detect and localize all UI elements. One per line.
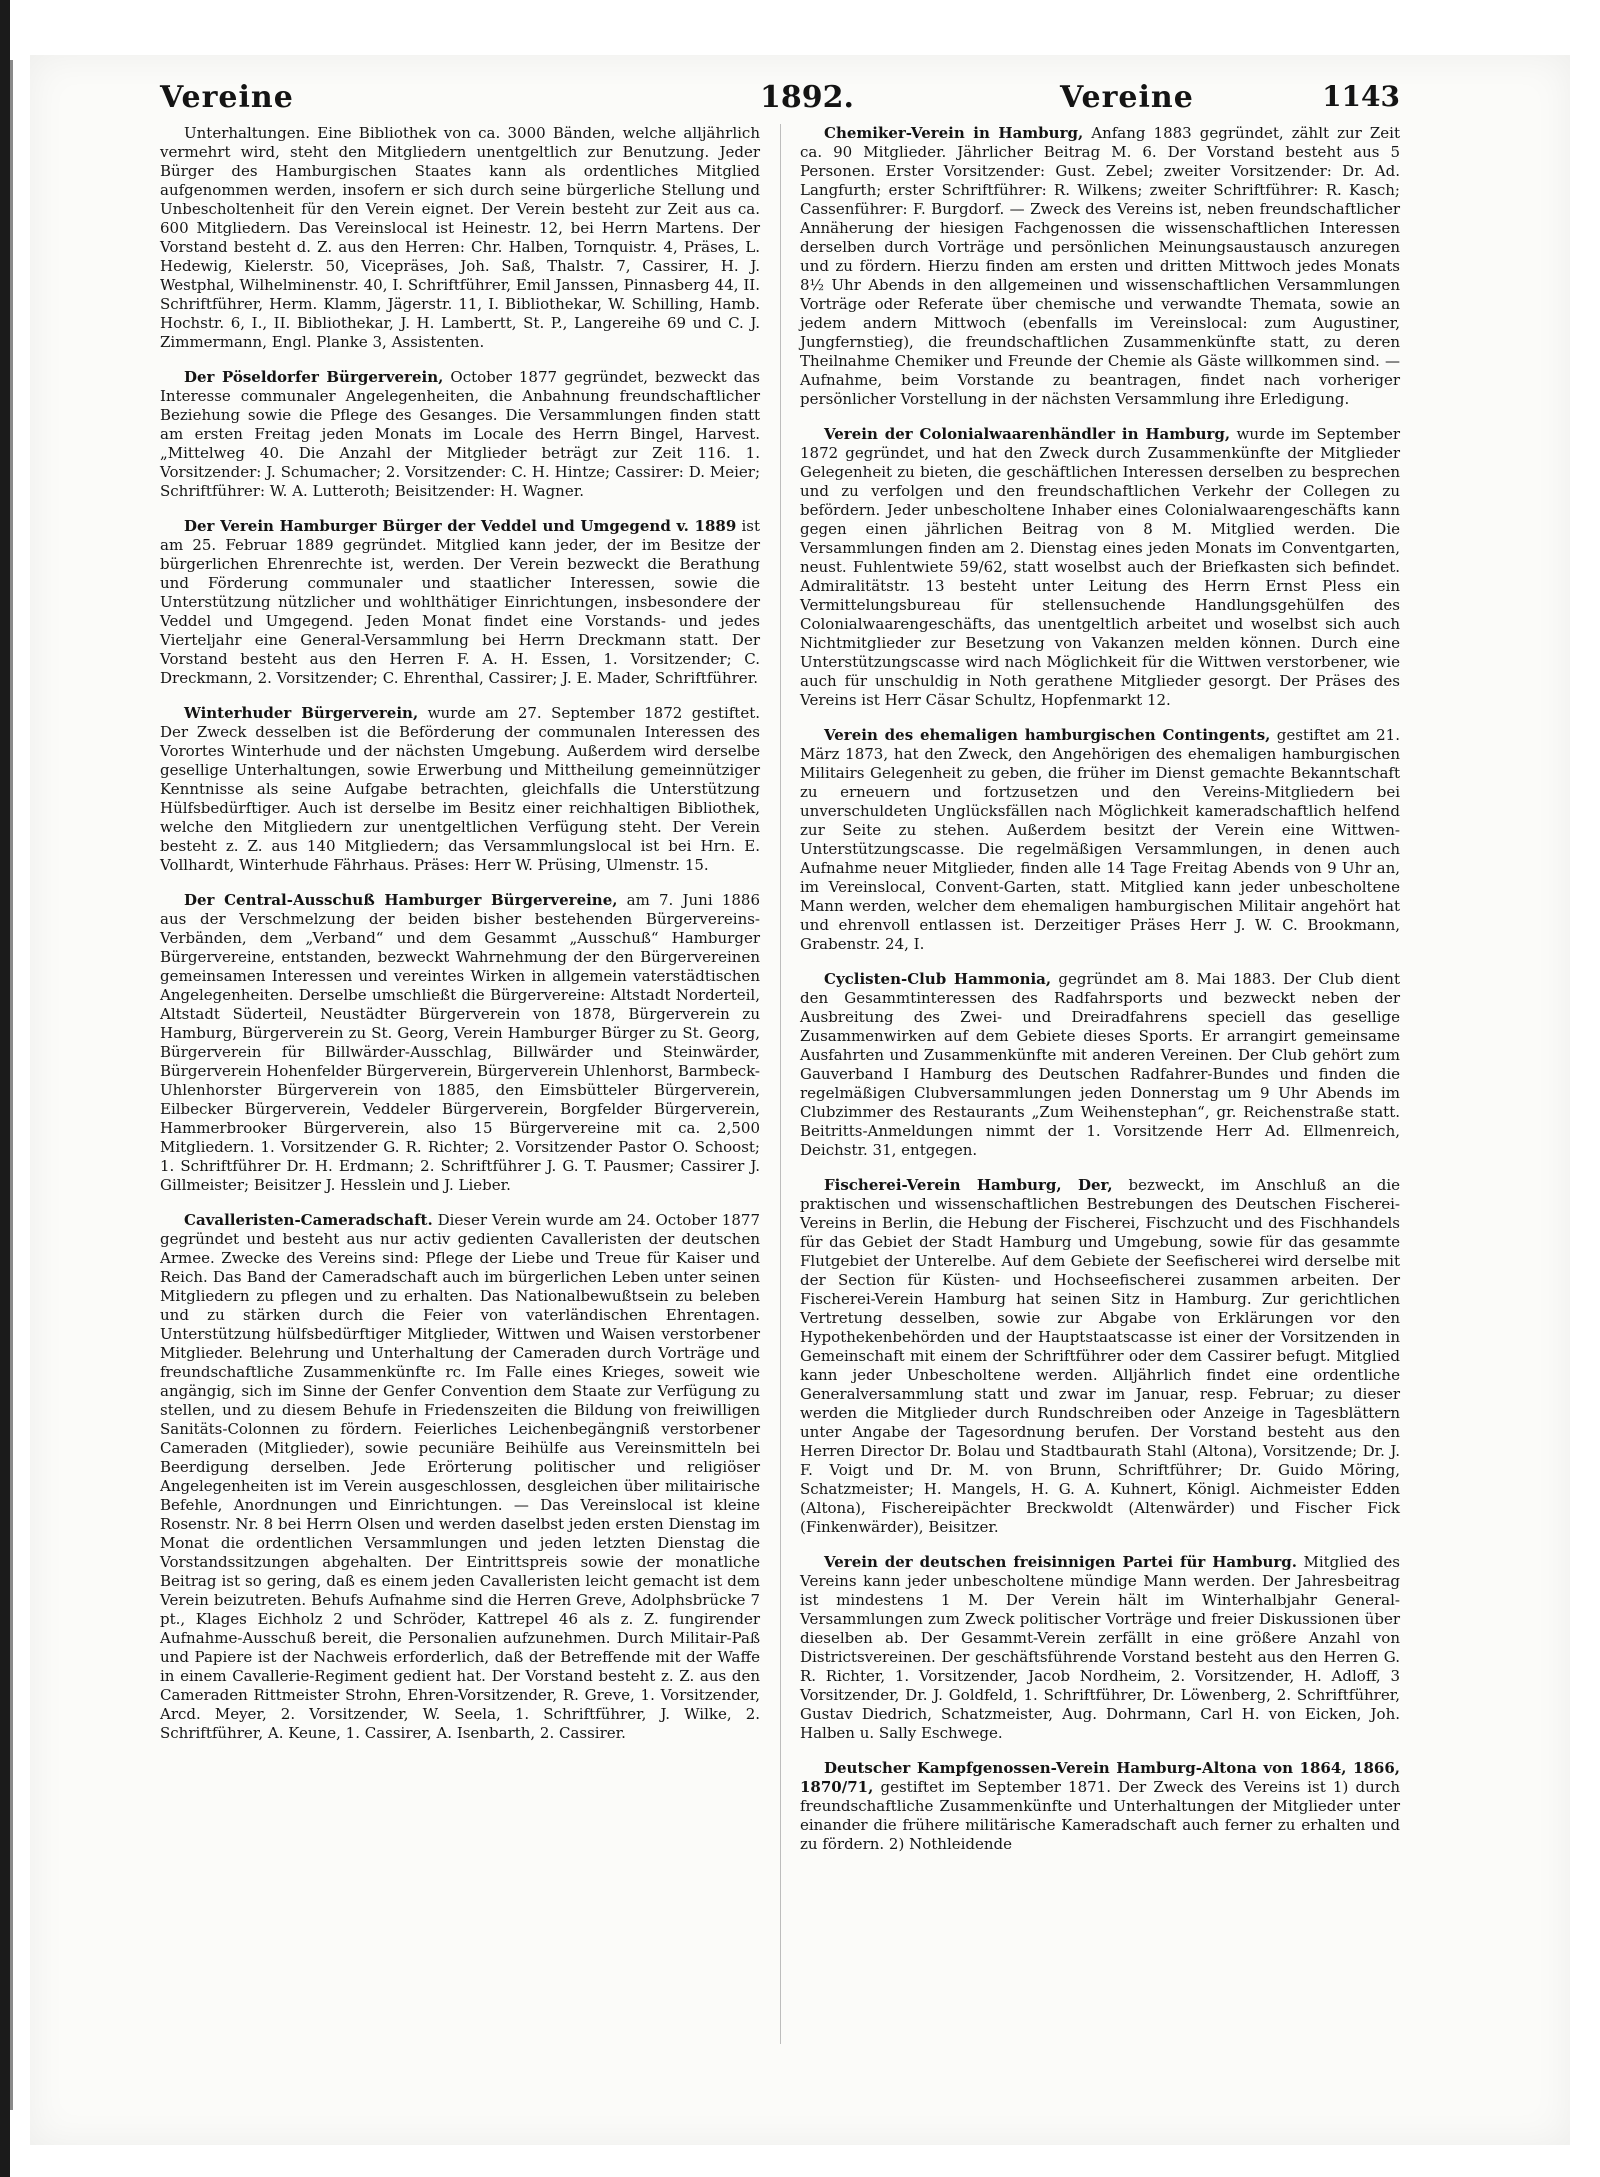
entry-text: gegründet am 8. Mai 1883. Der Club dient den Gesammtinteressen des Radfahrsports und bezweckt neben der Ausbreitung des Zwei- und Dreiradfahrens speciell das gesellige Zusammenwirken auf dem Gebiete dieses Sports. Er arrangirt gemeinsame Ausfahrten und Zusammenkünfte mit anderen Vereinen. Der Club gehört zum Gauverband I Hamburg des Deutschen Radfahrer-Bundes und finden die regelmäßigen Clubversammlungen jeden Donnerstag um 9 Uhr Abends im Clubzimmer des Restaurants „Zum Weihenstephan“, gr. Reichenstraße statt. Beitritts-Anmeldungen nimmt der 1. Vorsitzende Herr Ad. Ellmenreich, Deichstr. 31, entgegen. bbox=[800, 970, 1400, 1159]
entry-title: Deutscher Kampfgenossen-Verein Hamburg-Altona von 1864, 1866, 1870/71, bbox=[800, 1759, 1400, 1796]
entry-text: wurde am 27. September 1872 gestiftet. Der Zweck desselben ist die Beförderung der communalen Interessen des Vorortes Winterhude und der nächsten Umgebung. Außerdem wird derselbe gesellige Unterhaltungen, sowie Erwerbung und Mittheilung gemeinnütziger Kenntnisse als seine Aufgabe betrachten, gleichfalls die Unterstützung Hülfsbedürftiger. Auch ist derselbe im Besitz einer reichhaltigen Bibliothek, welche den Mitgliedern zur unentgeltlichen Verfügung steht. Der Verein besteht z. Z. aus 140 Mitgliedern; das Versammlungslocal ist bei Hrn. E. Vollhardt, Winterhude Fährhaus. Präses: Herr W. Prüsing, Ulmenstr. 15. bbox=[160, 704, 760, 874]
entry bbox=[160, 124, 760, 352]
entry bbox=[800, 1553, 1400, 1743]
entry bbox=[800, 726, 1400, 954]
entry-text: gestiftet am 21. März 1873, hat den Zweck, den Angehörigen des ehemaligen hamburgischen Militairs Gelegenheit zu geben, die früher im Dienst gemachte Bekanntschaft zu erneuern und fortzusetzen und den Vereins-Mitgliedern bei unverschuldeten Unglücksfällen nach Möglichkeit kameradschaftlich helfend zur Seite zu stehen. Außerdem besitzt der Verein eine Wittwen-Unterstützungscasse. Die regelmäßigen Versammlungen, in denen auch Aufnahme neuer Mitglieder, finden alle 14 Tage Freitag Abends von 9 Uhr an, im Vereinslocal, Convent-Garten, statt. Mitglied kann jeder unbescholtene Mann werden, welcher dem ehemaligen hamburgischen Militair angehört hat und ehrenvoll entlassen ist. Derzeitiger Präses Herr J. W. C. Brookmann, Grabenstr. 24, I. bbox=[800, 726, 1400, 953]
column-divider bbox=[780, 124, 781, 2044]
entry-text: wurde im September 1872 gegründet, und hat den Zweck durch Zusammenkünfte der Mitglieder Gelegenheit zu bieten, die geschäftlichen Interessen derselben zu besprechen und zu verfolgen und den freundschaftlichen Verkehr der Collegen zu befördern. Jeder unbescholtene Inhaber eines Colonialwaarengeschäfts kann gegen einen jährlichen Beitrag von 8 M. Mitglied werden. Die Versammlungen finden am 2. Dienstag eines jeden Monats im Conventgarten, neust. Fuhlentwiete 59/62, statt woselbst auch der Briefkasten sich befindet. Admiralitätstr. 13 besteht unter Leitung des Herrn Ernst Pless ein Vermittelungsbureau für stellensuchende Handlungsgehülfen des Colonialwaarengeschäfts, das unentgeltlich arbeitet und woselbst sich auch Nichtmitglieder zur Besetzung von Vakanzen melden können. Durch eine Unterstützungscasse wird nach Möglichkeit für die Wittwen verstorbener, wie auch für unschuldig in Noth gerathene Mitglieder gesorgt. Der Präses des Vereins ist Herr Cäsar Schultz, Hopfenmarkt 12. bbox=[800, 425, 1400, 709]
entry-text: Mitglied des Vereins kann jeder unbescholtene mündige Mann werden. Der Jahresbeitrag ist mindestens 1 M. Der Verein hält im Winterhalbjahr General-Versammlungen zum Zweck politischer Vorträge und freier Diskussionen über dieselben ab. Der Gesammt-Verein zerfällt in eine größere Anzahl von Districtsvereinen. Der geschäftsführende Vorstand besteht aus den Herren G. R. Richter, 1. Vorsitzender, Jacob Nordheim, 2. Vorsitzender, H. Adloff, 3 Vorsitzender, Dr. J. Goldfeld, 1. Schriftführer, Dr. Löwenberg, 2. Schriftführer, Gustav Diedrich, Schatzmeister, Aug. Dohrmann, Carl H. von Eicken, Joh. Halben u. Sally Eschwege. bbox=[800, 1553, 1400, 1742]
scan-edge-shadow bbox=[10, 60, 13, 2110]
entry bbox=[800, 124, 1400, 409]
entry-title: Der Pöseldorfer Bürgerverein, bbox=[184, 368, 444, 386]
entry-title: Verein des ehemaligen hamburgischen Contingents, bbox=[824, 726, 1271, 744]
entry bbox=[800, 1176, 1400, 1537]
entry bbox=[160, 368, 760, 501]
entry-title: Fischerei-Verein Hamburg, Der, bbox=[824, 1176, 1113, 1194]
entry bbox=[160, 704, 760, 875]
right-column bbox=[800, 124, 1400, 1870]
entry-text: gestiftet im September 1871. Der Zweck des Vereins ist 1) durch freundschaftliche Zusammenkünfte und Unterhaltungen der Mitglieder unter einander die frühere militärische Kameradschaft auch ferner zu erhalten und zu fördern. 2) Nothleidende bbox=[800, 1778, 1400, 1853]
entry bbox=[160, 1211, 760, 1743]
entry-text: Anfang 1883 gegründet, zählt zur Zeit ca. 90 Mitglieder. Jährlicher Beitrag M. 6. Der Vorstand besteht aus 5 Personen. Erster Vorsitzender: Gust. Zebel; zweiter Vorsitzender: Dr. Ad. Langfurth; erster Schriftführer: R. Wilkens; zweiter Schriftführer: R. Kasch; Cassenführer: F. Burgdorf. — Zweck des Vereins ist, neben freundschaftlicher Annäherung der hiesigen Fachgenossen die wissenschaftlichen Interessen derselben durch Vorträge und persönlichen Meinungsaustausch anzuregen und zu fördern. Hierzu finden am ersten und dritten Mittwoch jedes Monats 8½ Uhr Abends in den allgemeinen und wissenschaftlichen Versammlungen Vorträge oder Referate über chemische und verwandte Themata, sowie an jedem andern Mittwoch (ebenfalls im Vereinslocal: zum Augustiner, Jungfernstieg), die freundschaftlichen Zusammenkünfte statt, zu deren Theilnahme Chemiker und Freunde der Chemie als Gäste willkommen sind. — Aufnahme, beim Vorstande zu beantragen, findet nach vorheriger persönlicher Vorstellung in der nächsten Versammlung ihre Erledigung. bbox=[800, 124, 1400, 408]
entry-title: Der Verein Hamburger Bürger der Veddel und Umgegend v. 1889 bbox=[184, 517, 737, 535]
entry-text: Unterhaltungen. Eine Bibliothek von ca. 3000 Bänden, welche alljährlich vermehrt wird, steht den Mitgliedern unentgeltlich zur Benutzung. Jeder Bürger des Hamburgischen Staates kann als ordentliches Mitglied aufgenommen werden, insofern er sich durch seine bürgerliche Stellung und Unbescholtenheit für den Verein eignet. Der Verein besteht zur Zeit aus ca. 600 Mitgliedern. Das Vereinslocal ist Heinestr. 12, bei Herrn Martens. Der Vorstand besteht d. Z. aus den Herren: Chr. Halben, Tornquistr. 4, Präses, L. Hedewig, Kielerstr. 50, Vicepräses, Joh. Saß, Thalstr. 7, Cassirer, H. J. Westphal, Wilhelminenstr. 40, I. Schriftführer, Emil Janssen, Pinnasberg 44, II. Schriftführer, Herm. Klamm, Jägerstr. 11, I. Bibliothekar, W. Schilling, Hamb. Hochstr. 6, I., II. Bibliothekar, J. H. Lambertt, St. P., Langereihe 69 und C. J. Zimmermann, Engl. Planke 3, Assistenten. bbox=[160, 124, 760, 351]
left-column bbox=[160, 124, 760, 1759]
page-header bbox=[160, 80, 1400, 114]
entry-text: ist am 25. Februar 1889 gegründet. Mitglied kann jeder, der im Besitze der bürgerlichen Ehrenrechte ist, werden. Der Verein bezweckt die Berathung und Förderung communaler und staatlicher Interessen, sowie die Unterstützung nützlicher und wohlthätiger Einrichtungen, insbesondere der Veddel und Umgegend. Jeden Monat findet eine Vorstands- und jedes Vierteljahr eine General-Versammlung bei Herrn Dreckmann statt. Der Vorstand besteht aus den Herren F. A. H. Essen, 1. Vorsitzender; C. Dreckmann, 2. Vorsitzender; C. Ehrenthal, Cassirer; J. E. Mader, Schriftführer. bbox=[160, 517, 760, 687]
entry bbox=[160, 891, 760, 1195]
running-head-left: Vereine bbox=[160, 80, 294, 115]
entry-title: Verein der Colonialwaarenhändler in Hamburg, bbox=[824, 425, 1231, 443]
entry-text: am 7. Juni 1886 aus der Verschmelzung der beiden bisher bestehenden Bürgervereins-Verbänden, dem „Verband“ und dem Gesammt „Ausschuß“ Hamburger Bürgervereine, entstanden, bezweckt Wahrnehmung der den Bürgervereinen gemeinsamen Interessen und vereintes Wirken in allgemein vaterstädtischen Angelegenheiten. Derselbe umschließt die Bürgervereine: Altstadt Norderteil, Altstadt Süderteil, Neustädter Bürgerverein von 1878, Bürgerverein zu Hamburg, Bürgerverein zu St. Georg, Verein Hamburger Bürger zu St. Georg, Bürgerverein für Billwärder-Ausschlag, Billwärder und Steinwärder, Bürgerverein Hohenfelder Bürgerverein, Bürgerverein Uhlenhorst, Barmbeck-Uhlenhorster Bürgerverein von 1885, den Eimsbütteler Bürgerverein, Eilbecker Bürgerverein, Veddeler Bürgerverein, Borgfelder Bürgerverein, Hammerbrooker Bürgerverein, also 15 Bürgervereine mit ca. 2,500 Mitgliedern. 1. Vorsitzender G. R. Richter; 2. Vorsitzender Pastor O. Schoost; 1. Schriftführer Dr. H. Erdmann; 2. Schriftführer J. G. T. Pausmer; Cassirer J. Gillmeister; Beisitzer J. Hesslein und J. Lieber. bbox=[160, 891, 760, 1194]
entry-title: Cavalleristen-Cameradschaft. bbox=[184, 1211, 433, 1229]
entry-title: Chemiker-Verein in Hamburg, bbox=[824, 124, 1084, 142]
entry bbox=[160, 517, 760, 688]
entry-text: bezweckt, im Anschluß an die praktischen und wissenschaftlichen Bestrebungen des Deutschen Fischerei-Vereins in Berlin, die Hebung der Fischerei, Fischzucht und des Fischhandels für das Gebiet der Stadt Hamburg und Umgebung, sowie für das gesammte Flutgebiet der Unterelbe. Auf dem Gebiete der Seefischerei wird derselbe mit der Section für Küsten- und Hochseefischerei zusammen arbeiten. Der Fischerei-Verein Hamburg hat seinen Sitz in Hamburg. Zur gerichtlichen Vertretung desselben, sowie zur Abgabe von Erklärungen vor den Hypothekenbehörden und der Hauptstaatscasse ist einer der Vorsitzenden in Gemeinschaft mit einem der Schriftführer oder dem Cassirer befugt. Mitglied kann jeder Unbescholtene werden. Alljährlich findet eine ordentliche Generalversammlung statt und zwar im Januar, resp. Februar; zu dieser werden die Mitglieder durch Rundschreiben oder Anzeige in Tagesblättern unter Angabe der Tagesordnung berufen. Der Vorstand besteht aus den Herren Director Dr. Bolau und Stadtbaurath Stahl (Altona), Vorsitzende; Dr. J. F. Voigt und Dr. M. von Brunn, Schriftführer; Dr. Guido Möring, Schatzmeister; H. Mangels, H. G. A. Kuhnert, Königl. Aichmeister Edden (Altona), Fischereipächter Breckwoldt (Altenwärder) und Fischer Fick (Finkenwärder), Beisitzer. bbox=[800, 1176, 1400, 1536]
page-number: 1143 bbox=[1322, 80, 1400, 113]
running-head-right: Vereine bbox=[1060, 80, 1194, 115]
entry bbox=[800, 970, 1400, 1160]
entry-title: Der Central-Ausschuß Hamburger Bürgervereine, bbox=[184, 891, 618, 909]
scan-dark-edge bbox=[0, 0, 10, 2177]
running-head-year: 1892. bbox=[760, 80, 854, 115]
entry bbox=[800, 425, 1400, 710]
entry bbox=[800, 1759, 1400, 1854]
entry-text: Dieser Verein wurde am 24. October 1877 gegründet und besteht aus nur activ gedienten Cavalleristen der deutschen Armee. Zwecke des Vereins sind: Pflege der Liebe und Treue für Kaiser und Reich. Das Band der Cameradschaft auch im bürgerlichen Leben unter seinen Mitgliedern zu pflegen und zu erhalten. Das Nationalbewußtsein zu beleben und zu stärken durch die Feier von vaterländischen Ehrentagen. Unterstützung hülfsbedürftiger Mitglieder, Wittwen und Waisen verstorbener Mitglieder. Belehrung und Unterhaltung der Cameraden durch Vorträge und freundschaftliche Zusammenkünfte rc. Im Falle eines Krieges, soweit wie angängig, sich im Sinne der Genfer Convention dem Staate zur Verfügung zu stellen, und zu diesem Behufe in Friedenszeiten die Bildung von freiwilligen Sanitäts-Colonnen zu fördern. Feierliches Leichenbegängniß verstorbener Cameraden (Mitglieder), sowie pecuniäre Beihülfe aus Vereinsmitteln bei Beerdigung derselben. Jede Erörterung politischer und religiöser Angelegenheiten ist im Verein ausgeschlossen, desgleichen über militairische Befehle, Anordnungen und Einrichtungen. — Das Vereinslocal ist kleine Rosenstr. Nr. 8 bei Herrn Olsen und werden daselbst jeden ersten Dienstag im Monat die ordentlichen Versammlungen und jeden letzten Dienstag die Vorstandssitzungen abgehalten. Der Eintrittspreis sowie der monatliche Beitrag ist so gering, daß es einem jeden Cavalleristen leicht gemacht ist dem Verein beizutreten. Behufs Aufnahme sind die Herren Greve, Adolphsbrücke 7 pt., Klages Eichholz 2 und Schröder, Kattrepel 46 als z. Z. fungirender Aufnahme-Ausschuß bereit, die Personalien aufzunehmen. Durch Militair-Paß und Papiere ist der Nachweis erforderlich, daß der Betreffende mit der Waffe in einem Cavallerie-Regiment gedient hat. Der Vorstand besteht z. Z. aus den Cameraden Rittmeister Strohn, Ehren-Vorsitzender, R. Greve, 1. Vorsitzender, Arcd. Meyer, 2. Vorsitzender, W. Seela, 1. Schriftführer, J. Wilke, 2. Schriftführer, A. Keune, 1. Cassirer, A. Isenbarth, 2. Cassirer. bbox=[160, 1211, 760, 1742]
entry-title: Winterhuder Bürgerverein, bbox=[184, 704, 419, 722]
entry-title: Cyclisten-Club Hammonia, bbox=[824, 970, 1052, 988]
entry-title: Verein der deutschen freisinnigen Partei für Hamburg. bbox=[824, 1553, 1298, 1571]
entry-text: October 1877 gegründet, bezweckt das Interesse communaler Angelegenheiten, die Anbahnung freundschaftlicher Beziehung sowie die Pflege des Gesanges. Die Versammlungen finden statt am ersten Freitag jeden Monats im Locale des Herrn Bingel, Harvest. „Mittelweg 40. Die Anzahl der Mitglieder beträgt zur Zeit 116. 1. Vorsitzender: J. Schumacher; 2. Vorsitzender: C. H. Hintze; Cassirer: D. Meier; Schriftführer: W. A. Lutteroth; Beisitzender: H. Wagner. bbox=[160, 368, 760, 500]
